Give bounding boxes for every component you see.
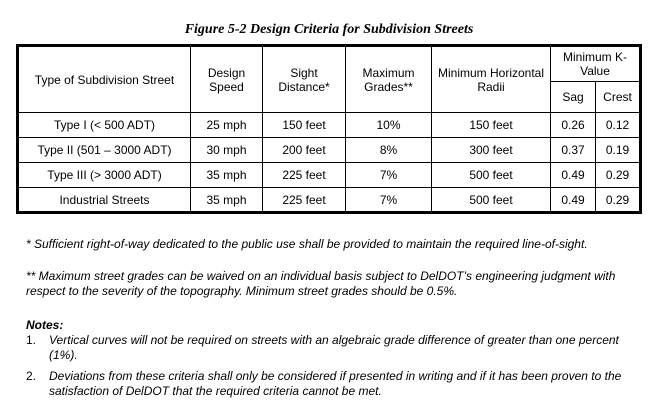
table-row [18,113,641,138]
cell-radii: 300 feet [432,138,551,163]
cell-grades: 7% [346,188,432,213]
cell-sag: 0.49 [551,188,596,213]
cell-radii: 500 feet [432,163,551,188]
cell-crest: 0.29 [596,163,641,188]
cell-radii: 500 feet [432,188,551,213]
cell-sight: 150 feet [263,113,346,138]
note-text: Vertical curves will not be required on streets with an algebraic grade difference of greater than one percent (1%). [49,333,619,362]
cell-crest: 0.19 [596,138,641,163]
cell-speed: 35 mph [191,163,263,188]
cell-sight: 200 feet [263,138,346,163]
figure-title: Figure 5-2 Design Criteria for Subdivision Streets [184,22,474,37]
cell-type: Type II (501 – 3000 ADT) [18,138,191,163]
cell-speed: 30 mph [191,138,263,163]
cell-type: Type I (< 500 ADT) [18,113,191,138]
header-min-radii: Minimum Horizontal Radii [432,46,551,113]
footnote-sight-distance: * Sufficient right-of-way dedicated to the public use shall be provided to maintain the required line-of-sight. [26,237,588,251]
cell-radii: 150 feet [432,113,551,138]
note-item [26,369,638,399]
table-row [18,188,641,213]
cell-crest: 0.29 [596,188,641,213]
cell-sag: 0.37 [551,138,596,163]
cell-type: Type III (> 3000 ADT) [18,163,191,188]
cell-sag: 0.49 [551,163,596,188]
cell-crest: 0.12 [596,113,641,138]
cell-sight: 225 feet [263,163,346,188]
note-item [26,333,638,363]
footnote-max-grades: ** Maximum street grades can be waived on an individual basis subject to DelDOT’s engineering judgment with respect to the severity of the topography. Minimum street grades should be 0.5%. [26,269,616,298]
note-number: 1. [26,333,37,347]
table-header-row [18,46,641,82]
header-k-value: Minimum K-Value [551,46,641,82]
cell-type: Industrial Streets [18,188,191,213]
note-number: 2. [26,369,37,383]
table-row [18,163,641,188]
cell-grades: 8% [346,138,432,163]
cell-grades: 7% [346,163,432,188]
cell-speed: 25 mph [191,113,263,138]
note-text: Deviations from these criteria shall only be considered if presented in writing and if it has been proven to the satisfaction of DelDOT that the required criteria cannot be met. [49,369,622,398]
header-max-grades: Maximum Grades** [346,46,432,113]
table-row [18,138,641,163]
cell-speed: 35 mph [191,188,263,213]
cell-sag: 0.26 [551,113,596,138]
design-criteria-table [16,44,642,214]
cell-grades: 10% [346,113,432,138]
notes-heading: Notes: [26,318,64,332]
header-crest: Crest [596,82,641,113]
header-design-speed: Design Speed [191,46,263,113]
header-sight-distance: Sight Distance* [263,46,346,113]
header-sag: Sag [551,82,596,113]
cell-sight: 225 feet [263,188,346,213]
header-street-type: Type of Subdivision Street [18,46,191,113]
